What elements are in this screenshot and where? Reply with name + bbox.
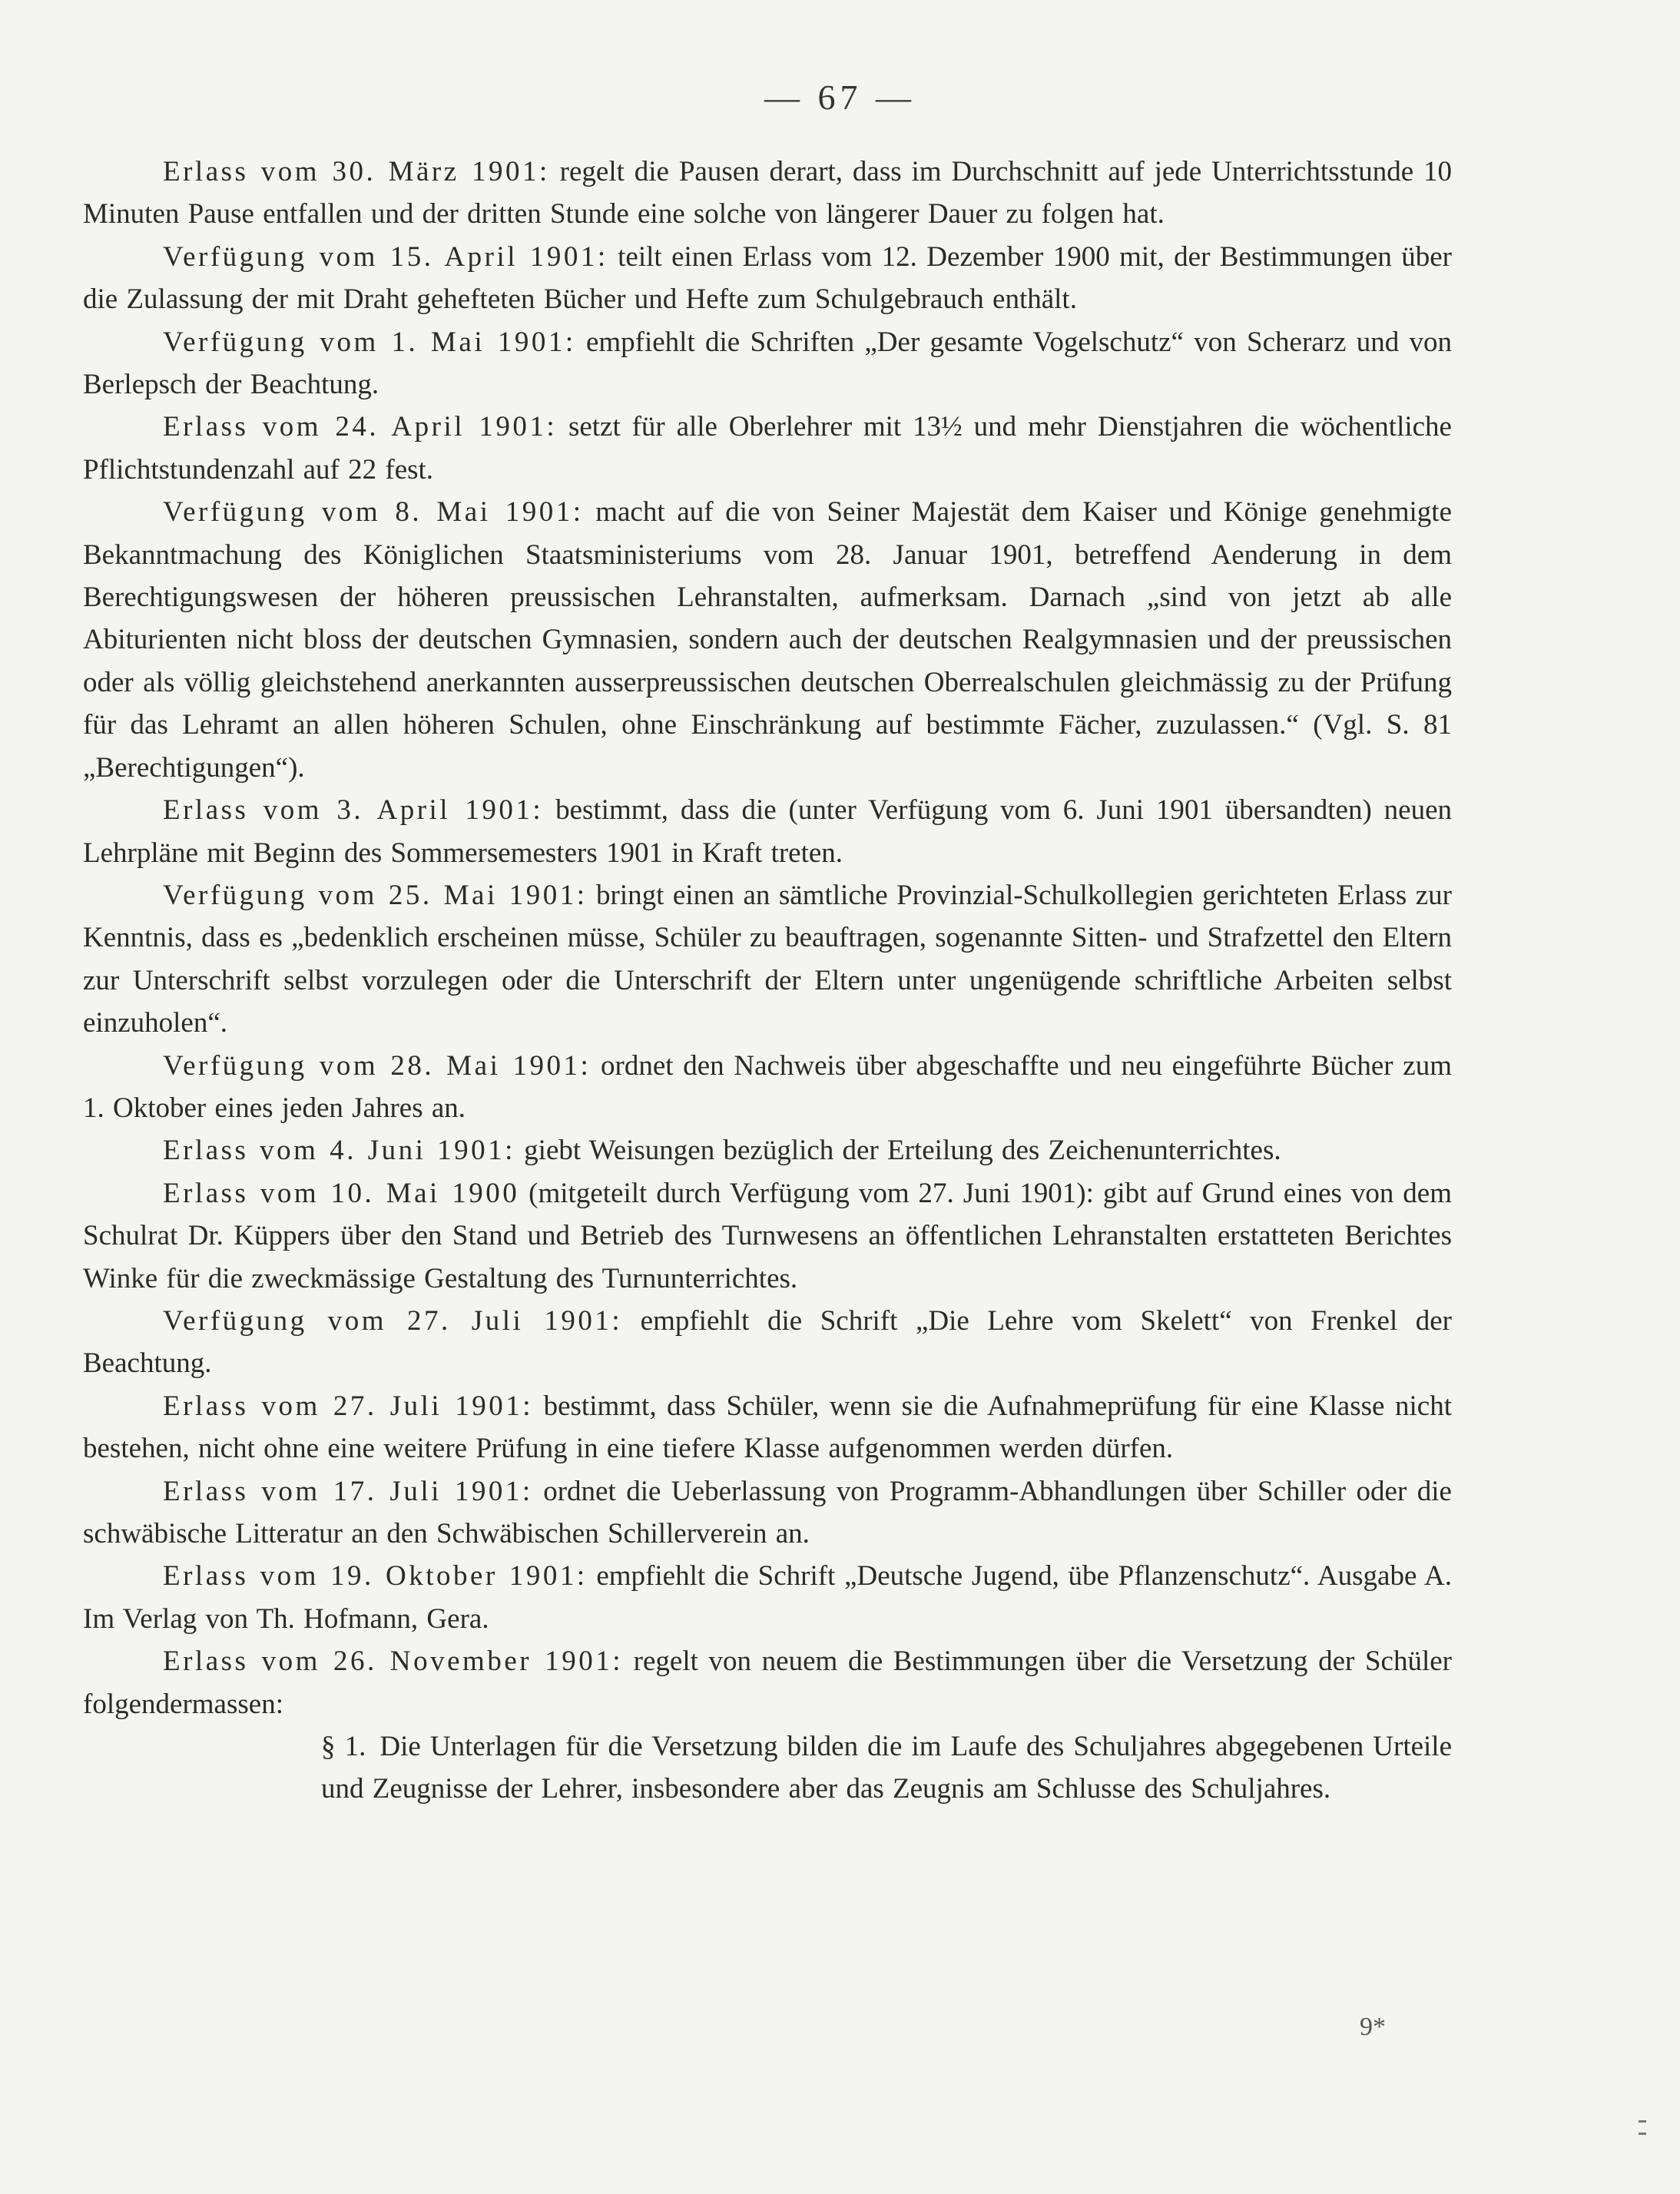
- paragraph: [83, 151, 1452, 236]
- subsection-text: Die Unterlagen für die Versetzung bilden die im Laufe des Schuljahres abgegebenen Urteile und Zeugnisse der Lehrer, insbesondere aber das Zeugnis am Schlusse des Schuljahres.: [321, 1731, 1453, 1805]
- paragraph: [83, 874, 1452, 1045]
- paragraph: [83, 491, 1452, 789]
- paragraph: [83, 789, 1452, 874]
- decree-text: ordnet den Nachweis über abgeschaffte und neu eingeführte Bücher zum 1. Oktober eines jeden Jahres an.: [83, 1049, 1452, 1124]
- decree-text: empfiehlt die Schriften „Der gesamte Vogelschutz“ von Scherarz und von Berlepsch der Beachtung.: [83, 326, 1452, 401]
- scan-edge-mark: [1639, 2120, 1646, 2123]
- paragraph: [83, 321, 1452, 406]
- paragraph: [83, 236, 1452, 321]
- decree-heading: Verfügung vom 27. Juli 1901:: [163, 1304, 623, 1337]
- decree-heading: Erlass vom 26. November 1901:: [163, 1646, 623, 1678]
- page-number: — 67 —: [764, 78, 916, 117]
- decree-text: teilt einen Erlass vom 12. Dezember 1900 mit, der Bestimmungen über die Zulassung der mit Draht gehefteten Bücher und Hefte zum Schulgebrauch enthält.: [83, 240, 1453, 316]
- section-marker: § 1.: [321, 1731, 366, 1763]
- decree-heading: Erlass vom 3. April 1901:: [163, 794, 544, 827]
- paragraph: [83, 1300, 1452, 1385]
- decree-text: (mitgeteilt durch Verfügung vom 27. Juni 1901): gibt auf Grund eines von dem Schulrat Dr. Küppers über den Stand und Betrieb des Turnwesens an öffentlichen Lehranstalten erstatteten Berichtes Winke für die zweckmässige Gestaltung des Turnunterrichtes.: [83, 1177, 1452, 1294]
- decree-text: regelt die Pausen derart, dass im Durchschnitt auf jede Unterrichtsstunde 10 Minuten Pause entfallen und der dritten Stunde eine solche von längerer Dauer zu folgen hat.: [83, 156, 1452, 230]
- decree-text: setzt für alle Oberlehrer mit 13½ und mehr Dienstjahren die wöchentliche Pflichtstundenzahl auf 22 fest.: [83, 411, 1452, 486]
- decree-text: macht auf die von Seiner Majestät dem Kaiser und Könige genehmigte Bekanntmachung des Königlichen Staatsministeriums vom 28. Januar 1901, betreffend Aenderung in dem Berechtigungswesen der höheren preussischen Lehranstalten, aufmerksam. Darnach „sind von jetzt ab alle Abiturienten nicht bloss der deutschen Gymnasien, sondern auch der deutschen Realgymnasien und der preussischen oder als völlig gleichstehend anerkannten ausserpreussischen deutschen Oberrealschulen gleichmässig zu der Prüfung für das Lehramt an allen höheren Schulen, ohne Einschränkung auf bestimmte Fächer, zuzulassen.“ (Vgl. S. 81 „Berechtigungen“).: [83, 496, 1452, 784]
- decree-text: regelt von neuem die Bestimmungen über die Versetzung der Schüler folgendermassen:: [83, 1646, 1452, 1720]
- decree-heading: Verfügung vom 1. Mai 1901:: [163, 326, 576, 358]
- decree-heading: Erlass vom 17. Juli 1901:: [163, 1475, 533, 1507]
- decree-heading: Erlass vom 10. Mai 1900: [163, 1177, 520, 1209]
- decree-heading: Verfügung vom 15. April 1901:: [163, 240, 608, 273]
- subsection-paragraph: [321, 1725, 1452, 1811]
- paragraph: [83, 1385, 1452, 1470]
- paragraph: [83, 1045, 1452, 1130]
- decree-heading: Erlass vom 4. Juni 1901:: [163, 1135, 515, 1167]
- decree-text: empfiehlt die Schrift „Die Lehre vom Skelett“ von Frenkel der Beachtung.: [83, 1304, 1452, 1380]
- paragraph: [83, 1470, 1452, 1556]
- paragraph: [83, 1172, 1452, 1300]
- decree-heading: Erlass vom 30. März 1901:: [163, 156, 550, 187]
- paragraph: [83, 1129, 1452, 1172]
- decree-heading: Verfügung vom 25. Mai 1901:: [163, 879, 588, 911]
- decree-text: bringt einen an sämtliche Provinzial-Schulkollegien gerichteten Erlass zur Kenntnis, dass es „bedenklich erscheinen müsse, Schüler zu beauftragen, sogenannte Sitten- und Strafzettel den Eltern zur Unterschrift selbst vorzulegen oder die Unterschrift der Eltern unter ungenügende schriftliche Arbeiten selbst einzuholen“.: [83, 879, 1452, 1039]
- decree-heading: Erlass vom 19. Oktober 1901:: [163, 1560, 588, 1592]
- decree-heading: Erlass vom 24. April 1901:: [163, 411, 558, 443]
- decree-text: giebt Weisungen bezüglich der Erteilung des Zeichenunterrichtes.: [515, 1135, 1281, 1167]
- decree-heading: Verfügung vom 28. Mai 1901:: [163, 1049, 591, 1082]
- decree-text: bestimmt, dass die (unter Verfügung vom 6. Juni 1901 übersandten) neuen Lehrpläne mit Beginn des Sommersemesters 1901 in Kraft treten.: [83, 794, 1452, 869]
- paragraph: [83, 406, 1452, 491]
- decree-text: ordnet die Ueberlassung von Programm-Abhandlungen über Schiller oder die schwäbische Litteratur an den Schwäbischen Schillerverein an.: [83, 1475, 1452, 1549]
- scan-edge-mark: [1639, 2133, 1646, 2135]
- decree-text: empfiehlt die Schrift „Deutsche Jugend, übe Pflanzenschutz“. Ausgabe A. Im Verlag von Th. Hofmann, Gera.: [83, 1560, 1452, 1635]
- decree-heading: Erlass vom 27. Juli 1901:: [163, 1390, 534, 1422]
- decree-text: bestimmt, dass Schüler, wenn sie die Aufnahmeprüfung für eine Klasse nicht bestehen, nicht ohne eine weitere Prüfung in eine tiefere Klasse aufgenommen werden dürfen.: [83, 1390, 1452, 1465]
- paragraph: [83, 1555, 1452, 1640]
- decree-heading: Verfügung vom 8. Mai 1901:: [163, 496, 584, 529]
- text-body: [83, 151, 1452, 1811]
- signature-mark: 9*: [1360, 2013, 1386, 2041]
- paragraph: [83, 1640, 1452, 1725]
